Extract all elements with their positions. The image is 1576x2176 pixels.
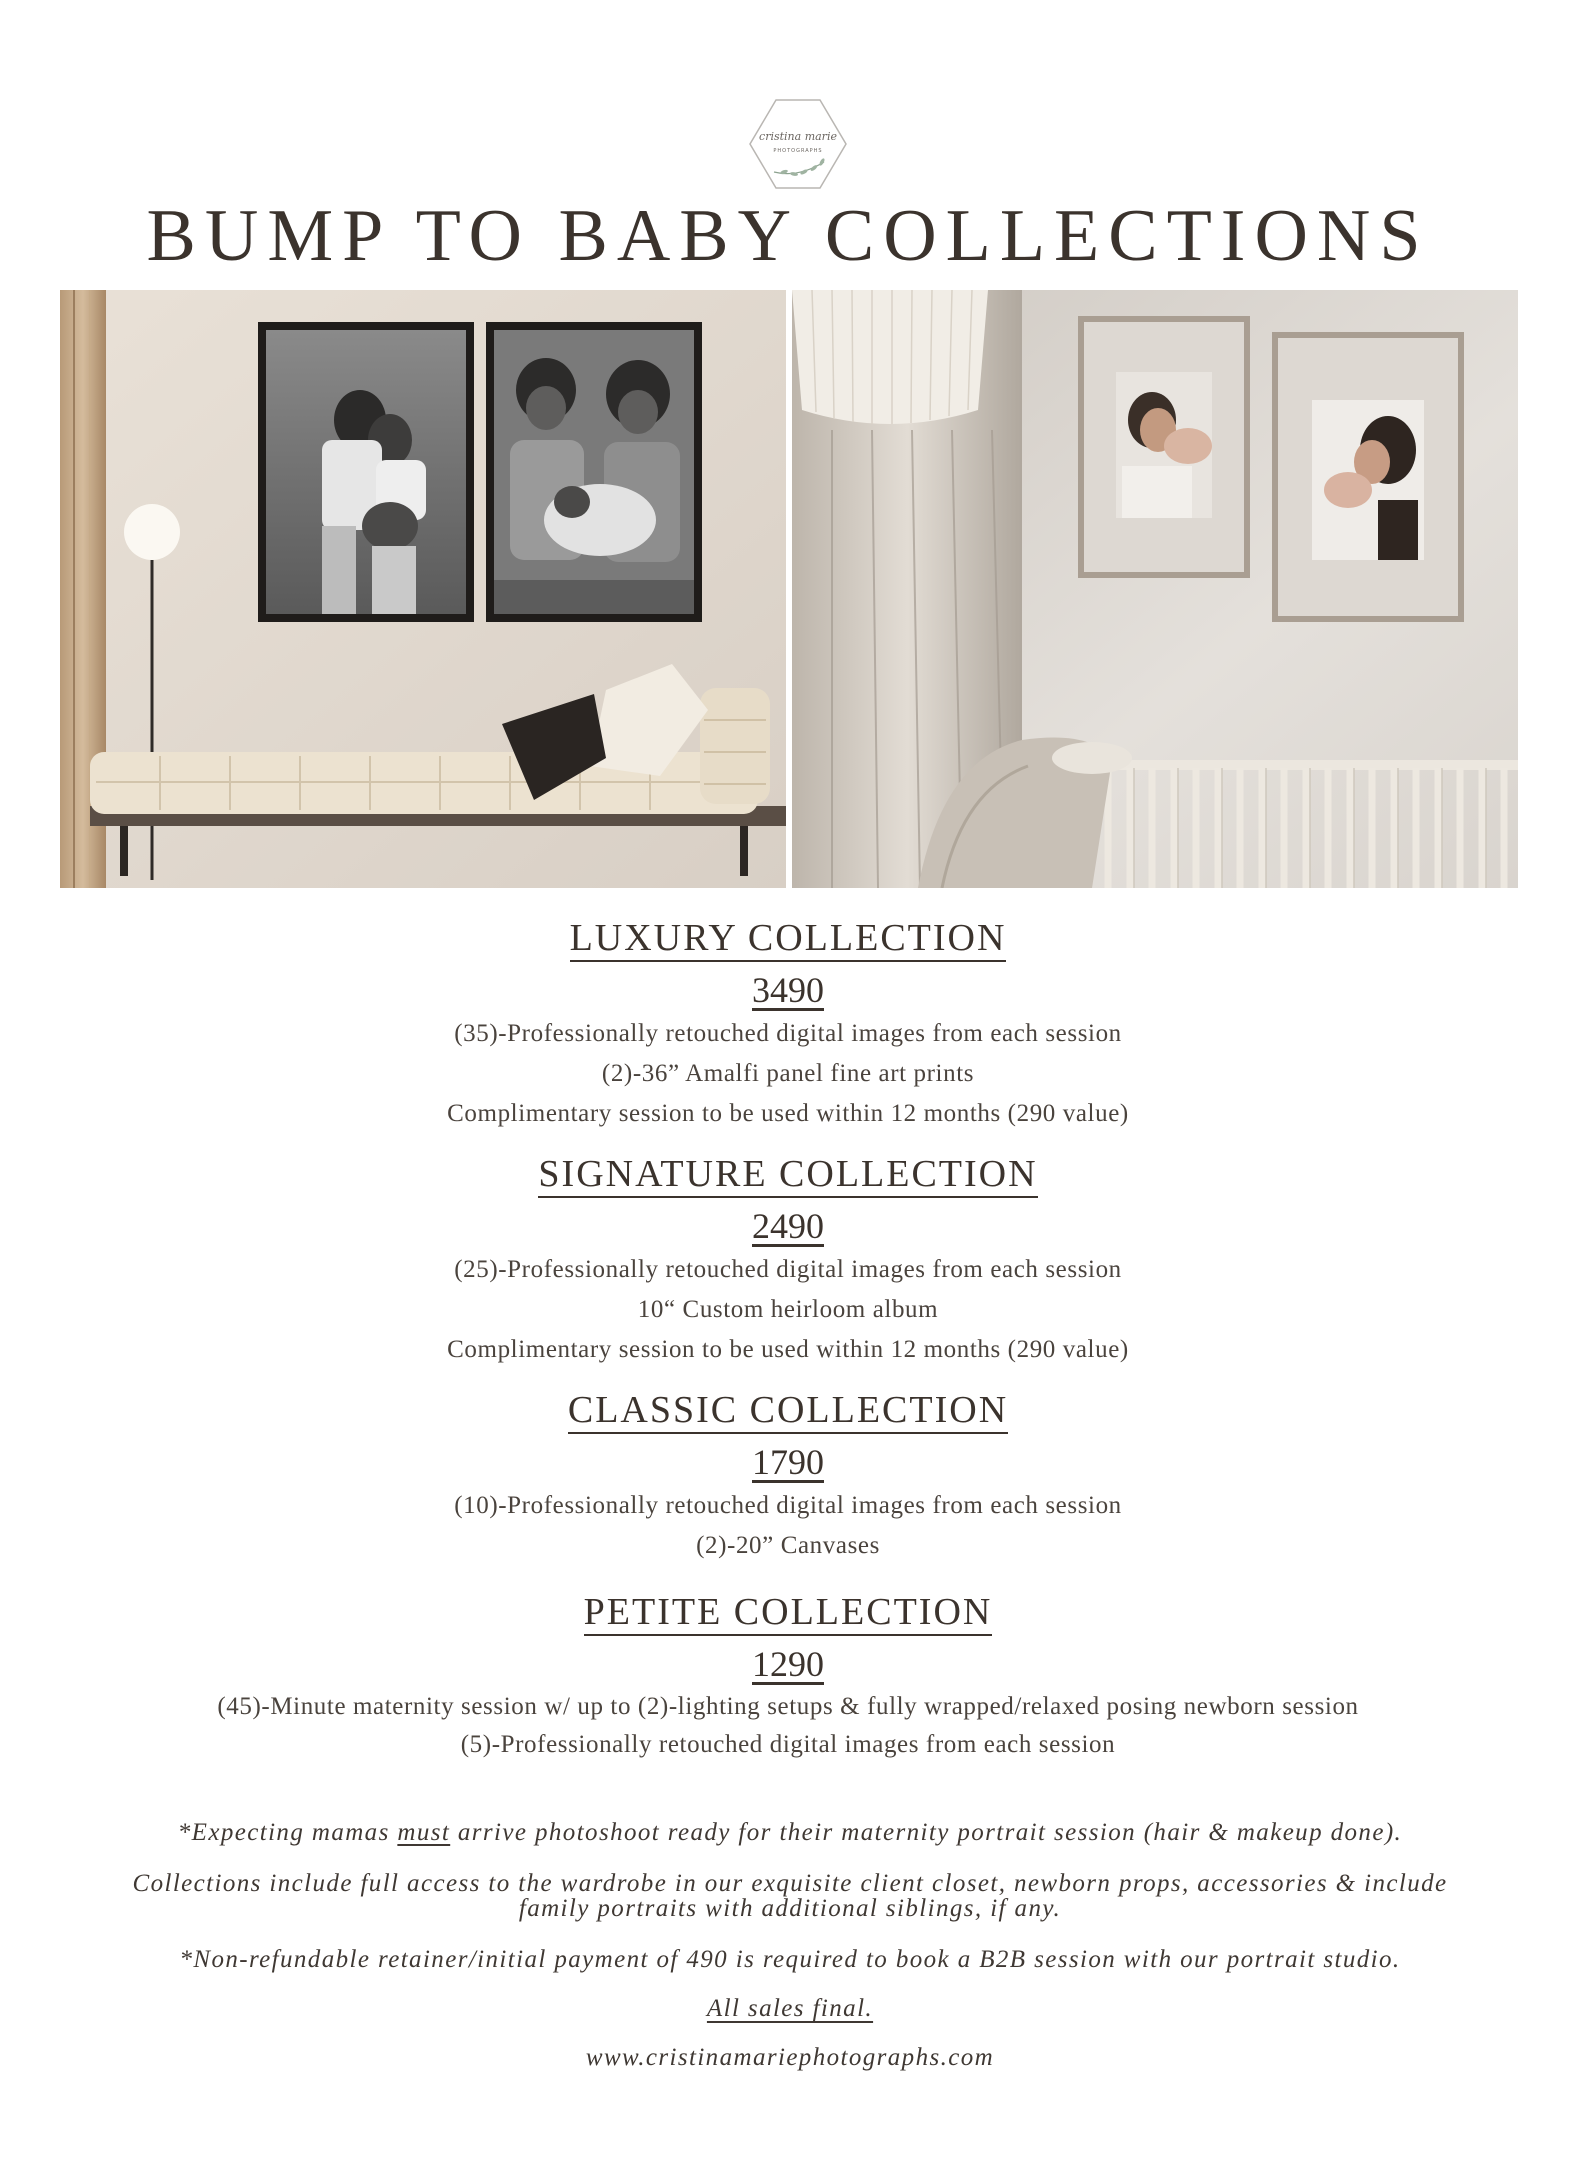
website-link[interactable]: www.cristinamariephotographs.com	[585, 2044, 995, 2071]
collection-price: 3490	[752, 970, 824, 1010]
note-photoshoot-ready	[100, 1820, 1480, 1845]
petite-collection	[0, 1592, 1576, 1764]
collection-item: Complimentary session to be used within 12 months (290 value)	[447, 1336, 1129, 1363]
svg-text:PHOTOGRAPHS: PHOTOGRAPHS	[773, 148, 823, 154]
collections-list	[0, 918, 1576, 1784]
classic-collection	[0, 1390, 1576, 1566]
collection-price: 1790	[752, 1442, 824, 1482]
collection-item: Complimentary session to be used within 12 months (290 value)	[447, 1100, 1129, 1127]
note-retainer: *Non-refundable retainer/initial payment of 490 is required to book a B2B session with our portrait studio.	[179, 1946, 1401, 1973]
terms-notes	[100, 1820, 1480, 2096]
collection-item: (35)-Professionally retouched digital images from each session	[454, 1020, 1122, 1047]
collection-item: (45)-Minute maternity session w/ up to (2)-lighting setups & fully wrapped/relaxed posing newborn session	[217, 1693, 1359, 1720]
collection-item: (25)-Professionally retouched digital images from each session	[454, 1256, 1122, 1283]
page-title: BUMP TO BABY COLLECTIONS	[146, 195, 1430, 277]
svg-text:cristina marie: cristina marie	[759, 130, 837, 143]
note-text: *Expecting mamas	[177, 1819, 398, 1846]
collection-name: LUXURY COLLECTION	[570, 918, 1007, 962]
collection-name: PETITE COLLECTION	[584, 1592, 993, 1636]
note-all-sales-final: All sales final.	[706, 1995, 874, 2022]
note-emphasis: must	[397, 1819, 451, 1846]
collection-item: (5)-Professionally retouched digital images from each session	[460, 1731, 1116, 1758]
collection-item: 10“ Custom heirloom album	[637, 1296, 939, 1323]
collection-item: (10)-Professionally retouched digital images from each session	[454, 1492, 1122, 1519]
collection-name: CLASSIC COLLECTION	[568, 1390, 1008, 1434]
collection-name: SIGNATURE COLLECTION	[538, 1154, 1037, 1198]
signature-collection	[0, 1154, 1576, 1370]
brand-logo	[746, 96, 850, 192]
note-text: arrive photoshoot ready for their maternity portrait session (hair & makeup done).	[450, 1819, 1403, 1846]
luxury-collection	[0, 918, 1576, 1134]
note-wardrobe: Collections include full access to the wardrobe in our exquisite client closet, newborn props, accessories & include family portraits with additional siblings, if any.	[132, 1870, 1448, 1922]
living-room-wall-art-photo	[60, 290, 786, 888]
collection-price: 2490	[752, 1206, 824, 1246]
collection-item: (2)-20” Canvases	[696, 1532, 880, 1559]
collection-item: (2)-36” Amalfi panel fine art prints	[601, 1060, 975, 1087]
collection-price: 1290	[752, 1644, 824, 1684]
nursery-wall-art-photo	[792, 290, 1518, 888]
